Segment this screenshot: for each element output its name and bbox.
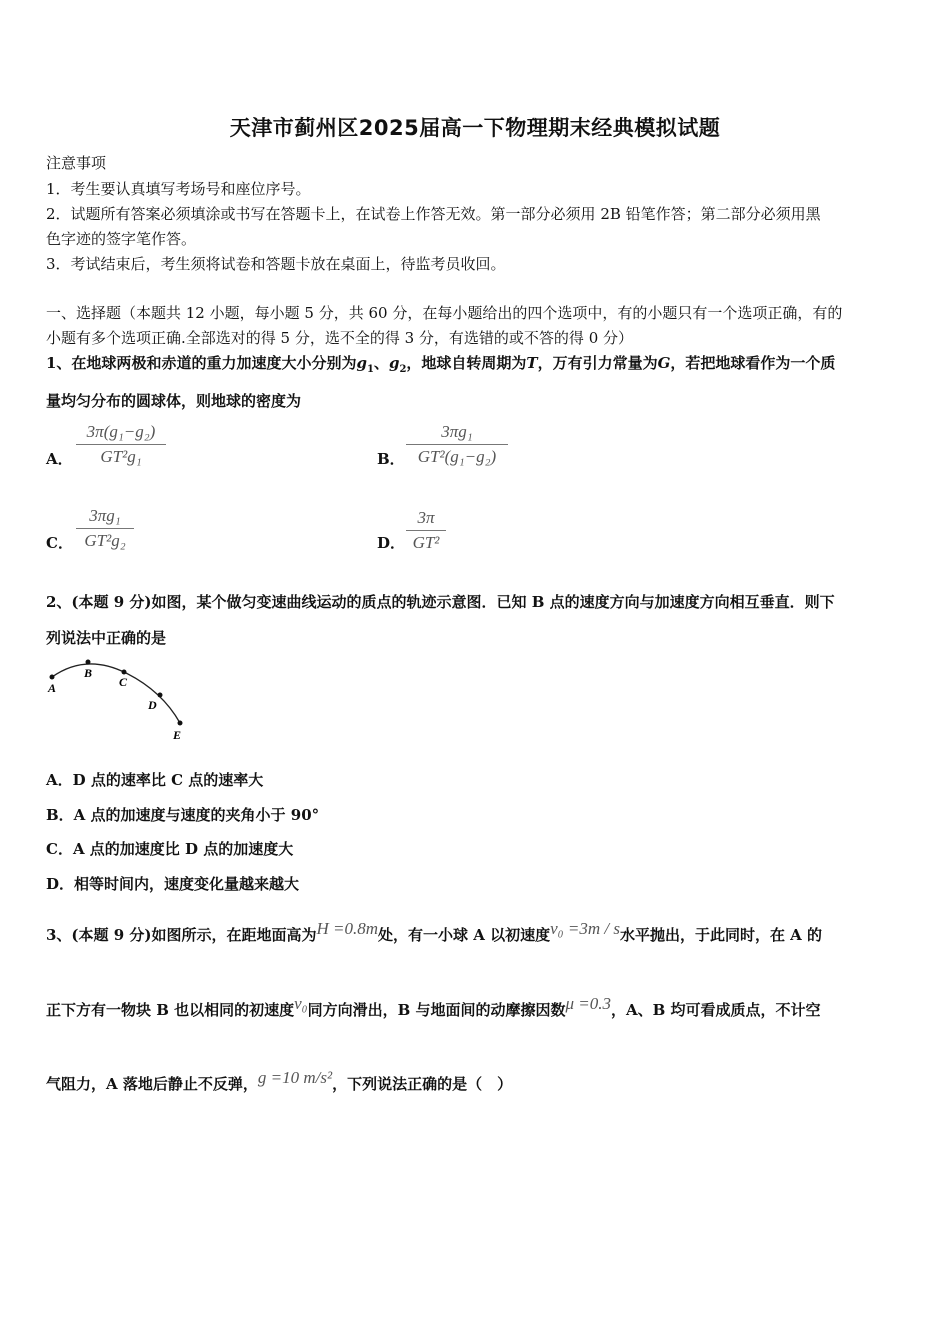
q1-option-c-formula: $\frac{\text{3πg₁}}{\text{GT²g₂}}$ — [76, 506, 134, 551]
q1-option-b-formula: $\frac{\text{3πg₁}}{\text{GT²(g₁−g₂)}}$ — [406, 422, 508, 467]
notice-line-2: 2．试题所有答案必须填涂或书写在答题卡上，在试卷上作答无效。第一部分必须用 2B 铅笔作答；第二部分必须用黑 — [46, 205, 821, 223]
notice-line-4: 3．考试结束后，考生须将试卷和答题卡放在桌面上，待监考员收回。 — [46, 255, 506, 273]
q1-option-d-label: D． — [377, 534, 406, 552]
q1-option-a-label: A． — [46, 450, 73, 468]
q2-option-a: A．D 点的速率比 C 点的速率大 — [46, 771, 264, 789]
point-b-dot — [86, 660, 91, 665]
v0-symbol: v₀ — [294, 994, 308, 1013]
q2-line-2: 列说法中正确的是 — [46, 629, 167, 647]
point-c-label: C — [119, 675, 128, 689]
q2-option-c: C．A 点的加速度比 D 点的加速度大 — [46, 840, 294, 858]
gravity-expression: g =10 m/s² — [257, 1068, 333, 1087]
q2-option-b: B．A 点的加速度与速度的夹角小于 90° — [46, 806, 320, 824]
point-a-dot — [50, 675, 55, 680]
initial-velocity-expression: v₀ =3m / s — [550, 919, 620, 938]
point-e-label: E — [173, 728, 182, 742]
notice-line-1: 1．考生要认真填写考场号和座位序号。 — [46, 180, 311, 198]
point-d-label: D — [148, 698, 157, 712]
section-intro-line-2: 小题有多个选项正确.全部选对的得 5 分，选不全的得 3 分，有选错的或不答的得 0 分） — [46, 329, 634, 347]
q3-line-1: 3、(本题 9 分)如图所示，在距地面高为H =0.8m处，有一小球 A 以初速度v₀ =3m / s水平抛出，于此同时，在 A 的 — [46, 919, 823, 944]
q3-line-3: 气阻力，A 落地后静止不反弹，g =10 m/s²，下列说法正确的是（ ） — [46, 1068, 513, 1093]
trajectory-diagram — [44, 655, 194, 745]
notice-heading: 注意事项 — [46, 154, 107, 172]
notice-line-3: 色字迹的签字笔作答。 — [46, 230, 197, 248]
q3-line-2: 正下方有一物块 B 也以相同的初速度v₀同方向滑出，B 与地面间的动摩擦因数μ =0.3，A、B 均可看成质点，不计空 — [46, 994, 821, 1019]
friction-coefficient-expression: μ =0.3 — [565, 994, 612, 1013]
q2-option-d: D．相等时间内，速度变化量越来越大 — [46, 875, 300, 893]
height-expression: H =0.8m — [316, 919, 379, 938]
q1-option-c-label: C． — [46, 534, 73, 552]
point-c-dot — [122, 670, 127, 675]
point-b-label: B — [84, 666, 93, 680]
page-title: 天津市蓟州区2025届高一下物理期末经典模拟试题 — [229, 116, 721, 140]
q1-line-2: 量均匀分布的圆球体，则地球的密度为 — [46, 392, 302, 410]
q1-line-1: 1、在地球两极和赤道的重力加速度大小分别为$g_1$、$g_2$，地球自转周期为T，万有引力常量为G，若把地球看作为一个质 — [46, 354, 836, 375]
point-e-dot — [178, 721, 183, 726]
point-a-label: A — [48, 681, 57, 695]
q1-option-d-formula: $\frac{3\pi}{\text{GT²}}$ — [406, 508, 446, 553]
q2-line-1: 2、(本题 9 分)如图，某个做匀变速曲线运动的质点的轨迹示意图．已知 B 点的速度方向与加速度方向相互垂直．则下 — [46, 593, 835, 611]
point-d-dot — [158, 693, 163, 698]
q1-option-b-label: B． — [377, 450, 405, 468]
section-intro-line-1: 一、选择题（本题共 12 小题，每小题 5 分，共 60 分，在每小题给出的四个选项中，有的小题只有一个选项正确，有的 — [46, 304, 843, 322]
q1-option-a-formula: $\frac{\text{3π(g₁−g₂)}}{\text{GT²g₁}}$ — [76, 422, 166, 467]
